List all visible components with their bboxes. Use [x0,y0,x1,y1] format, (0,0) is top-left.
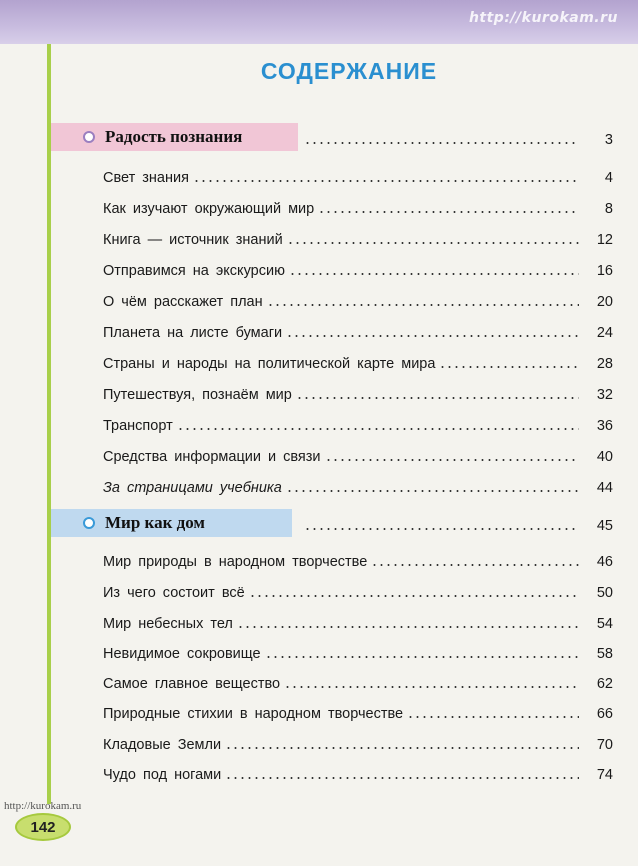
toc-row [103,319,613,341]
toc-title: Свет знания [103,170,189,186]
toc-page: 40 [596,449,613,465]
leader-dots [304,528,579,530]
toc-row [103,443,613,465]
toc-title: Средства информации и связи [103,449,321,465]
toc-page: 8 [604,201,613,217]
toc-page: 24 [596,325,613,341]
toc-title: Кладовые Земли [103,737,222,753]
leader-dots [193,180,579,182]
section-page-row-1 [300,126,613,148]
leader-dots [249,595,579,597]
leader-dots [265,656,579,658]
toc-title: Отправимся на экскурсию [103,263,285,279]
bullet-icon [83,517,95,529]
toc-page: 54 [596,616,613,632]
toc-row [103,610,613,632]
toc-row [103,288,613,310]
leader-dots [296,397,579,399]
leader-dots [407,716,579,718]
toc-page: 16 [596,263,613,279]
leader-dots [371,564,579,566]
toc-page: 12 [596,232,613,248]
leader-dots [237,626,579,628]
toc-page: 20 [596,294,613,310]
page-title: СОДЕРЖАНИЕ [260,58,438,84]
toc-title: Мир природы в народном творчестве [103,554,368,570]
toc-title: Мир небесных тел [103,616,233,632]
toc-title: Книга — источник знаний [103,232,283,248]
toc-row [103,761,613,783]
toc-title: Путешествуя, познаём мир [103,387,292,403]
left-margin-bar [47,44,51,804]
toc-row [103,412,613,434]
page-number-badge: 142 [15,813,71,841]
toc-row [103,700,613,722]
toc-title: О чём расскажет план [103,294,263,310]
toc-row [103,548,613,570]
leader-dots [289,273,579,275]
toc-title: Планета на листе бумаги [103,325,283,341]
leader-dots [284,686,579,688]
watermark-bottom: http://kurokam.ru [4,800,82,812]
toc-page: 62 [596,676,613,692]
section-title: Радость познания [105,127,243,146]
leader-dots [286,490,579,492]
section-header-1 [51,123,242,151]
leader-dots [318,211,579,213]
toc-title: Чудо под ногами [103,767,222,783]
toc-page: 32 [596,387,613,403]
section-page: 3 [604,132,613,148]
toc-page: 4 [604,170,613,186]
leader-dots [177,428,579,430]
toc-page: 36 [596,418,613,434]
toc-row [103,195,613,217]
leader-dots [439,366,579,368]
toc-row [103,350,613,372]
toc-title: Транспорт [103,418,173,434]
leader-dots [304,142,579,144]
toc-page: 50 [596,585,613,601]
section-title: Мир как дом [105,513,205,532]
toc-row [103,474,613,496]
bullet-icon [83,131,95,143]
toc-title: За страницами учебника [103,480,282,496]
toc-page: 70 [596,737,613,753]
toc-row [103,731,613,753]
toc-page: 74 [596,767,613,783]
leader-dots [287,242,579,244]
toc-title: Как изучают окружающий мир [103,201,315,217]
leader-dots [325,459,579,461]
leader-dots [225,777,579,779]
watermark-top: http://kurokam.ru [468,10,618,26]
toc-title: Страны и народы на политической карте мира [103,356,436,372]
toc-title: Самое главное вещество [103,676,281,692]
section-header-2 [51,509,205,537]
toc-row [103,640,613,662]
toc-row [103,257,613,279]
toc-row [103,226,613,248]
toc-page: 44 [596,480,613,496]
section-page: 45 [596,518,613,534]
toc-page: 46 [596,554,613,570]
leader-dots [286,335,579,337]
toc-row [103,381,613,403]
toc-title: Невидимое сокровище [103,646,261,662]
leader-dots [267,304,579,306]
toc-row [103,164,613,186]
leader-dots [225,747,579,749]
toc-page: 28 [596,356,613,372]
toc-row [103,579,613,601]
section-page-row-2 [300,512,613,534]
toc-row [103,670,613,692]
toc-title: Природные стихии в народном творчестве [103,706,404,722]
toc-page: 58 [596,646,613,662]
toc-title: Из чего состоит всё [103,585,245,601]
toc-page: 66 [596,706,613,722]
